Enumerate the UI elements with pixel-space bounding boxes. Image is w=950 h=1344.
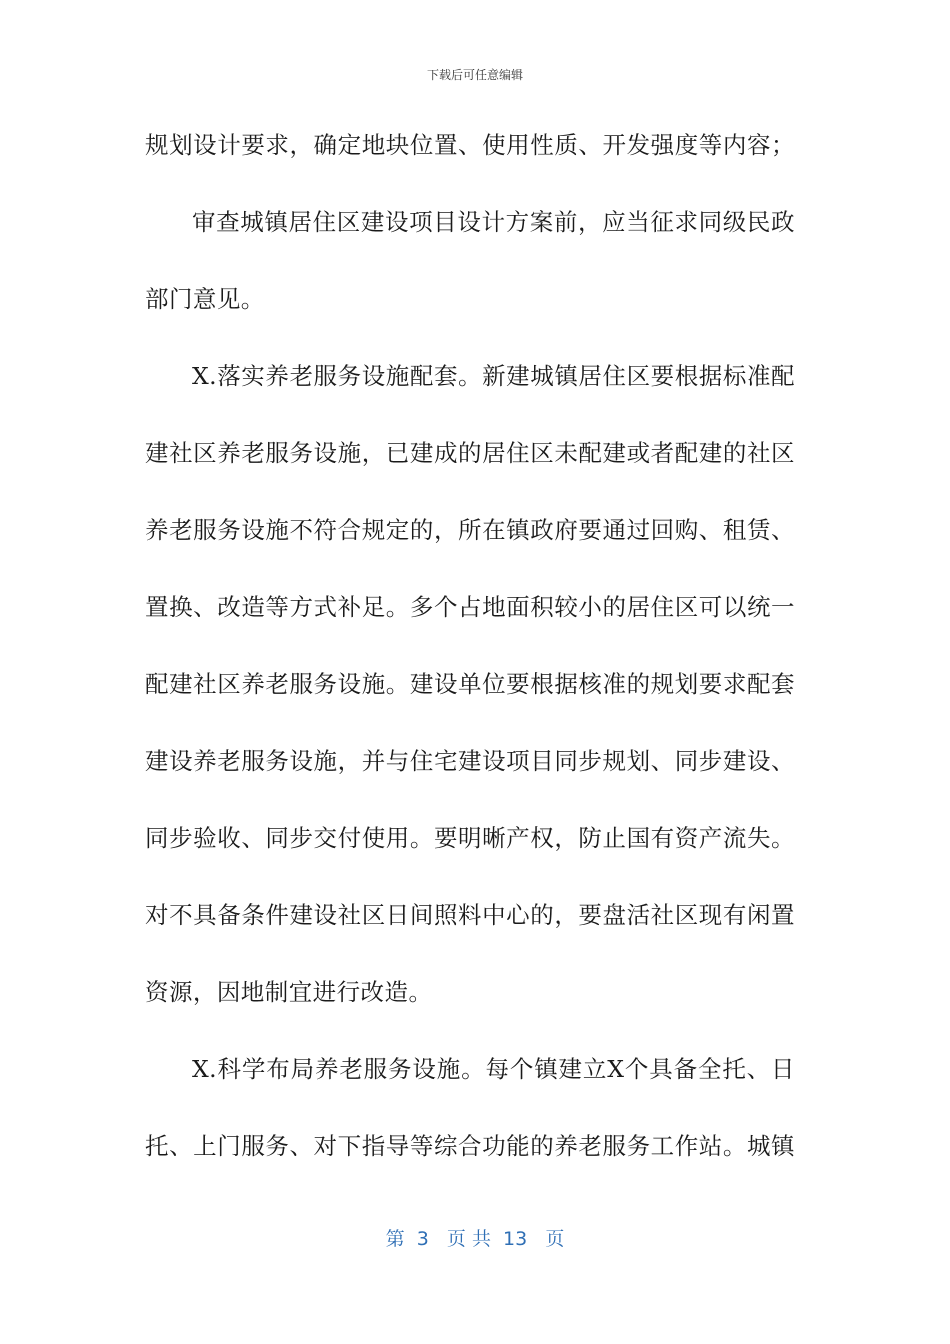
text-line: 同步验收、同步交付使用。要明晰产权，防止国有资产流失。 [145,824,795,852]
text-line: 置换、改造等方式补足。多个占地面积较小的居住区可以统一 [145,593,795,621]
document-body [145,123,795,1201]
text-line: 规划设计要求，确定地块位置、使用性质、开发强度等内容； [145,131,795,159]
text-line: 资源，因地制宜进行改造。 [145,978,433,1006]
text-line: 配建社区养老服务设施。建设单位要根据核准的规划要求配套 [145,670,795,698]
text-line: 部门意见。 [145,285,265,313]
text-line: 养老服务设施不符合规定的，所在镇政府要通过回购、租赁、 [145,516,795,544]
text-line: 审查城镇居住区建设项目设计方案前，应当征求同级民政 [192,208,795,236]
text-line: X.落实养老服务设施配套。新建城镇居住区要根据标准配 [192,362,795,390]
text-line: 对不具备条件建设社区日间照料中心的，要盘活社区现有闲置 [145,901,795,929]
text-line: X.科学布局养老服务设施。每个镇建立X个具备全托、日 [192,1055,795,1083]
text-line: 建社区养老服务设施，已建成的居住区未配建或者配建的社区 [145,439,795,467]
page-number: 第 3 页 共 13 页 [385,1228,565,1250]
text-line: 托、上门服务、对下指导等综合功能的养老服务工作站。城镇 [145,1132,795,1160]
page-header: 下载后可任意编辑 [426,68,523,82]
text-line: 建设养老服务设施，并与住宅建设项目同步规划、同步建设、 [145,747,795,775]
